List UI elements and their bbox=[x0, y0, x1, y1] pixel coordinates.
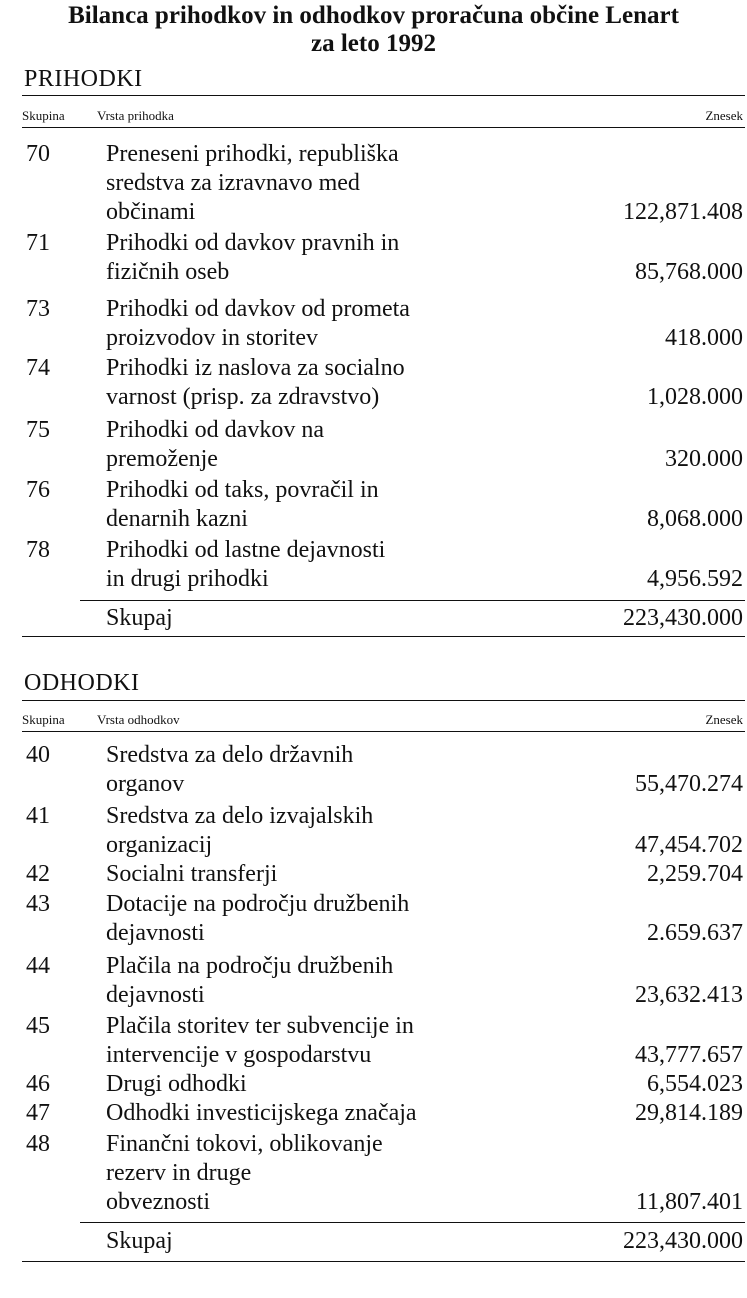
row-amount: 320.000 bbox=[665, 446, 743, 472]
row-code: 47 bbox=[26, 1100, 50, 1126]
row-amount: 1,028.000 bbox=[647, 384, 743, 410]
row-description: Prihodki od davkov pravnih in fizičnih oseb bbox=[106, 230, 400, 285]
divider bbox=[80, 600, 745, 601]
row-description: Prihodki iz naslova za socialno varnost (prisp. za zdravstvo) bbox=[106, 355, 405, 410]
row-description: Prihodki od davkov od prometa proizvodov in storitev bbox=[106, 296, 410, 351]
row-code: 46 bbox=[26, 1071, 50, 1097]
table-row bbox=[22, 741, 745, 799]
row-code: 71 bbox=[26, 230, 50, 256]
row-amount: 47,454.702 bbox=[635, 832, 743, 858]
row-code: 76 bbox=[26, 477, 50, 503]
table-row bbox=[22, 354, 745, 412]
col-header-group: Skupina bbox=[22, 712, 65, 727]
table-row bbox=[22, 890, 745, 948]
table-row bbox=[22, 802, 745, 860]
row-description: Plačila storitev ter subvencije in intervencije v gospodarstvu bbox=[106, 1013, 414, 1068]
table-row bbox=[22, 229, 745, 287]
table-header-odhodki bbox=[22, 712, 745, 728]
total-row-prihodki bbox=[80, 604, 745, 634]
row-description: Finančni tokovi, oblikovanje rezerv in druge obveznosti bbox=[106, 1131, 383, 1215]
divider bbox=[22, 1261, 745, 1262]
row-code: 78 bbox=[26, 537, 50, 563]
row-amount: 2.659.637 bbox=[647, 920, 743, 946]
table-header-prihodki bbox=[22, 108, 745, 124]
row-code: 42 bbox=[26, 861, 50, 887]
row-description: Prihodki od davkov na premoženje bbox=[106, 417, 324, 472]
table-row bbox=[22, 140, 745, 227]
row-amount: 4,956.592 bbox=[647, 566, 743, 592]
table-row bbox=[22, 1070, 745, 1099]
total-label: Skupaj bbox=[106, 1228, 173, 1254]
table-row bbox=[22, 1130, 745, 1217]
divider bbox=[22, 95, 745, 96]
row-code: 41 bbox=[26, 803, 50, 829]
table-row bbox=[22, 536, 745, 594]
row-description: Sredstva za delo izvajalskih organizacij bbox=[106, 803, 374, 858]
section-heading-prihodki: PRIHODKI bbox=[24, 66, 143, 92]
section-heading-odhodki: ODHODKI bbox=[24, 670, 140, 696]
total-amount: 223,430.000 bbox=[623, 1228, 743, 1254]
document-title: Bilanca prihodkov in odhodkov proračuna občine Lenart bbox=[68, 2, 679, 29]
divider bbox=[22, 731, 745, 732]
table-row bbox=[22, 1012, 745, 1070]
col-header-type: Vrsta odhodkov bbox=[97, 712, 180, 727]
row-amount: 11,807.401 bbox=[635, 1189, 743, 1215]
row-amount: 55,470.274 bbox=[635, 771, 743, 797]
row-amount: 23,632.413 bbox=[635, 982, 743, 1008]
table-row bbox=[22, 295, 745, 353]
total-row-odhodki bbox=[80, 1227, 745, 1257]
row-code: 48 bbox=[26, 1131, 50, 1157]
row-amount: 2,259.704 bbox=[647, 861, 743, 887]
col-header-group: Skupina bbox=[22, 108, 65, 123]
document-subtitle: za leto 1992 bbox=[311, 30, 436, 57]
table-row bbox=[22, 1099, 745, 1128]
row-amount: 8,068.000 bbox=[647, 506, 743, 532]
row-code: 75 bbox=[26, 417, 50, 443]
col-header-amount: Znesek bbox=[705, 712, 743, 727]
row-description: Prihodki od lastne dejavnosti in drugi prihodki bbox=[106, 537, 386, 592]
row-amount: 418.000 bbox=[665, 325, 743, 351]
row-code: 40 bbox=[26, 742, 50, 768]
row-description: Odhodki investicijskega značaja bbox=[106, 1100, 417, 1126]
row-code: 45 bbox=[26, 1013, 50, 1039]
row-code: 74 bbox=[26, 355, 50, 381]
row-description: Plačila na področju družbenih dejavnosti bbox=[106, 953, 394, 1008]
row-description: Sredstva za delo državnih organov bbox=[106, 742, 354, 797]
row-description: Drugi odhodki bbox=[106, 1071, 247, 1097]
divider bbox=[22, 127, 745, 128]
row-description: Prihodki od taks, povračil in denarnih kazni bbox=[106, 477, 379, 532]
row-description: Socialni transferji bbox=[106, 861, 278, 887]
table-row bbox=[22, 860, 745, 889]
table-row bbox=[22, 476, 745, 534]
row-amount: 122,871.408 bbox=[623, 199, 743, 225]
row-code: 43 bbox=[26, 891, 50, 917]
table-row bbox=[22, 952, 745, 1010]
row-amount: 85,768.000 bbox=[635, 259, 743, 285]
row-code: 44 bbox=[26, 953, 50, 979]
divider bbox=[80, 1222, 745, 1223]
row-code: 73 bbox=[26, 296, 50, 322]
row-amount: 43,777.657 bbox=[635, 1042, 743, 1068]
row-description: Dotacije na področju družbenih dejavnosti bbox=[106, 891, 410, 946]
total-label: Skupaj bbox=[106, 605, 173, 631]
divider bbox=[22, 636, 745, 637]
total-amount: 223,430.000 bbox=[623, 605, 743, 631]
col-header-amount: Znesek bbox=[705, 108, 743, 123]
row-code: 70 bbox=[26, 141, 50, 167]
row-amount: 29,814.189 bbox=[635, 1100, 743, 1126]
row-description: Preneseni prihodki, republiška sredstva za izravnavo med občinami bbox=[106, 141, 399, 225]
col-header-type: Vrsta prihodka bbox=[97, 108, 174, 123]
divider bbox=[22, 700, 745, 701]
table-row bbox=[22, 416, 745, 474]
row-amount: 6,554.023 bbox=[647, 1071, 743, 1097]
